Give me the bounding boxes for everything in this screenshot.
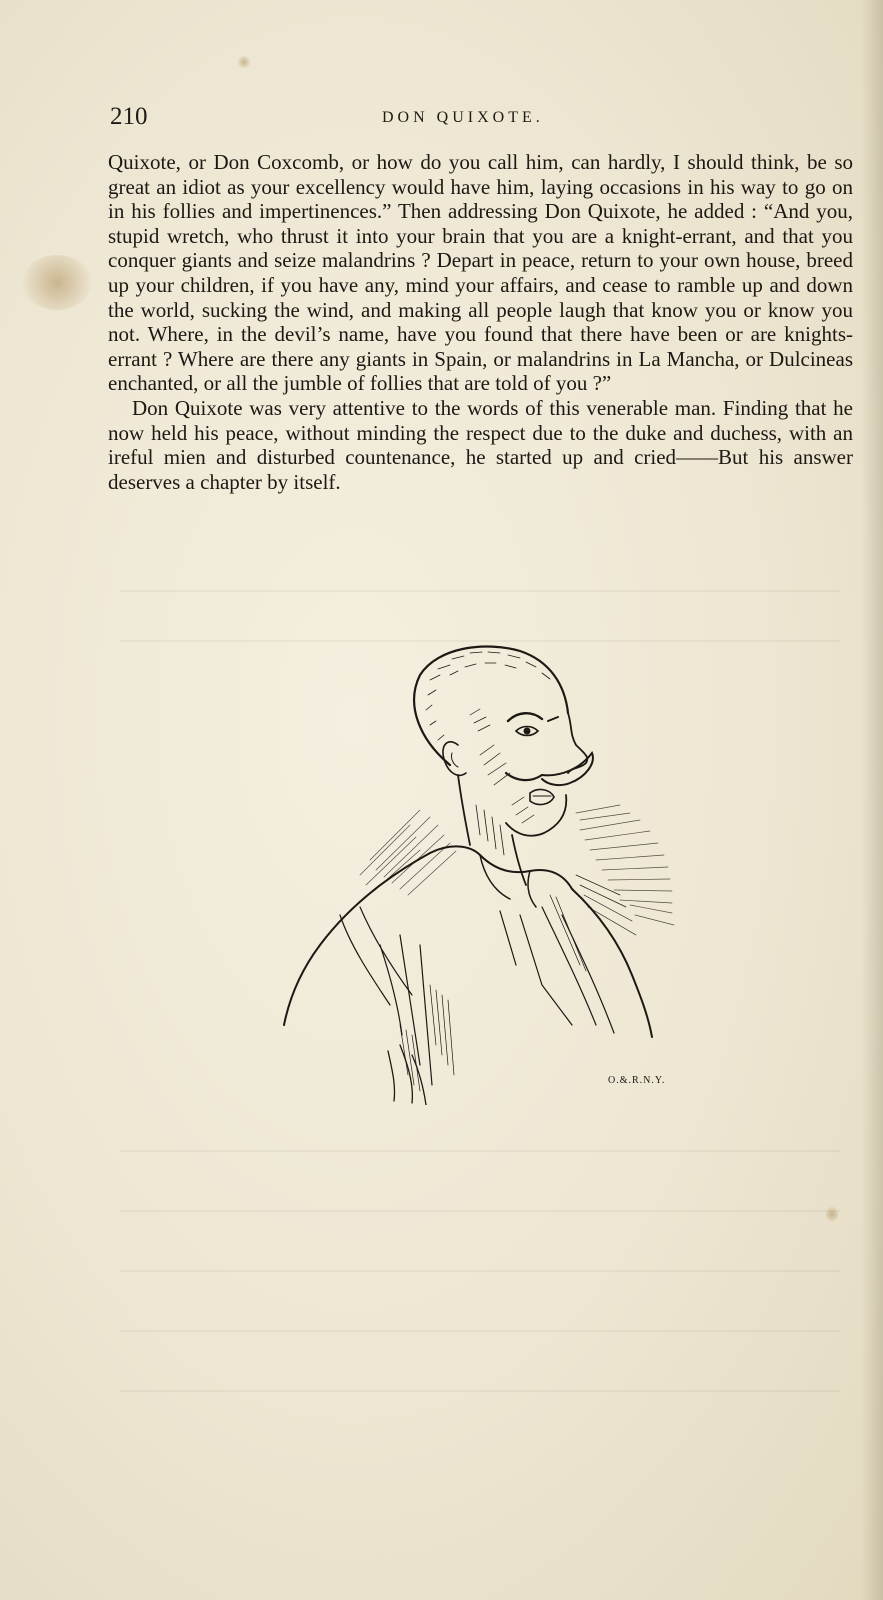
paragraph: Don Quixote was very attentive to the words of this venerable man. Finding that he now held his peace, without minding the respect due to the duke and duchess, with an ireful mien and disturbed countenance, he started up and cried——But his answer deserves a chapter by itself. — [108, 395, 853, 494]
page-header — [110, 103, 850, 133]
paper-spot — [826, 1206, 838, 1222]
bleed-through-line — [120, 1150, 840, 1152]
running-head: DON QUIXOTE. — [382, 109, 544, 126]
body-text — [108, 150, 853, 494]
bleed-through-line — [120, 1270, 840, 1272]
paper-stain — [22, 255, 92, 310]
bleed-through-line — [120, 590, 840, 592]
page-edge-shadow — [861, 0, 883, 1600]
bleed-through-line — [120, 1390, 840, 1392]
paper-spot — [238, 56, 250, 68]
engraver-signature: O.&.R.N.Y. — [608, 1075, 666, 1086]
paragraph: Quixote, or Don Coxcomb, or how do you call him, can hardly, I should think, be so great an idiot as your excellency would have him, laying occasions in his way to go on in his follies and impertinences.” Then addressing Don Quixote, he added : “And you, stupid wretch, who thrust it into your brain that you are a knight-errant, and that you conquer giants and seize malandrins ? Depart in peace, return to your own house, breed up your children, if you have any, mind your affairs, and cease to ramble up and down the world, sucking the wind, and making all people laugh that know you or know you not. Where, in the devil’s name, have you found that there have been or are knights-errant ? Where are there any giants in Spain, or malandrins in La Mancha, or Dulcineas enchanted, or all the jumble of follies that are told of you ?” — [108, 150, 853, 396]
bleed-through-line — [120, 1330, 840, 1332]
bleed-through-line — [120, 1210, 840, 1212]
page-number: 210 — [110, 103, 148, 130]
bleed-through-line — [120, 640, 840, 642]
engraving-illustration — [280, 645, 700, 1105]
